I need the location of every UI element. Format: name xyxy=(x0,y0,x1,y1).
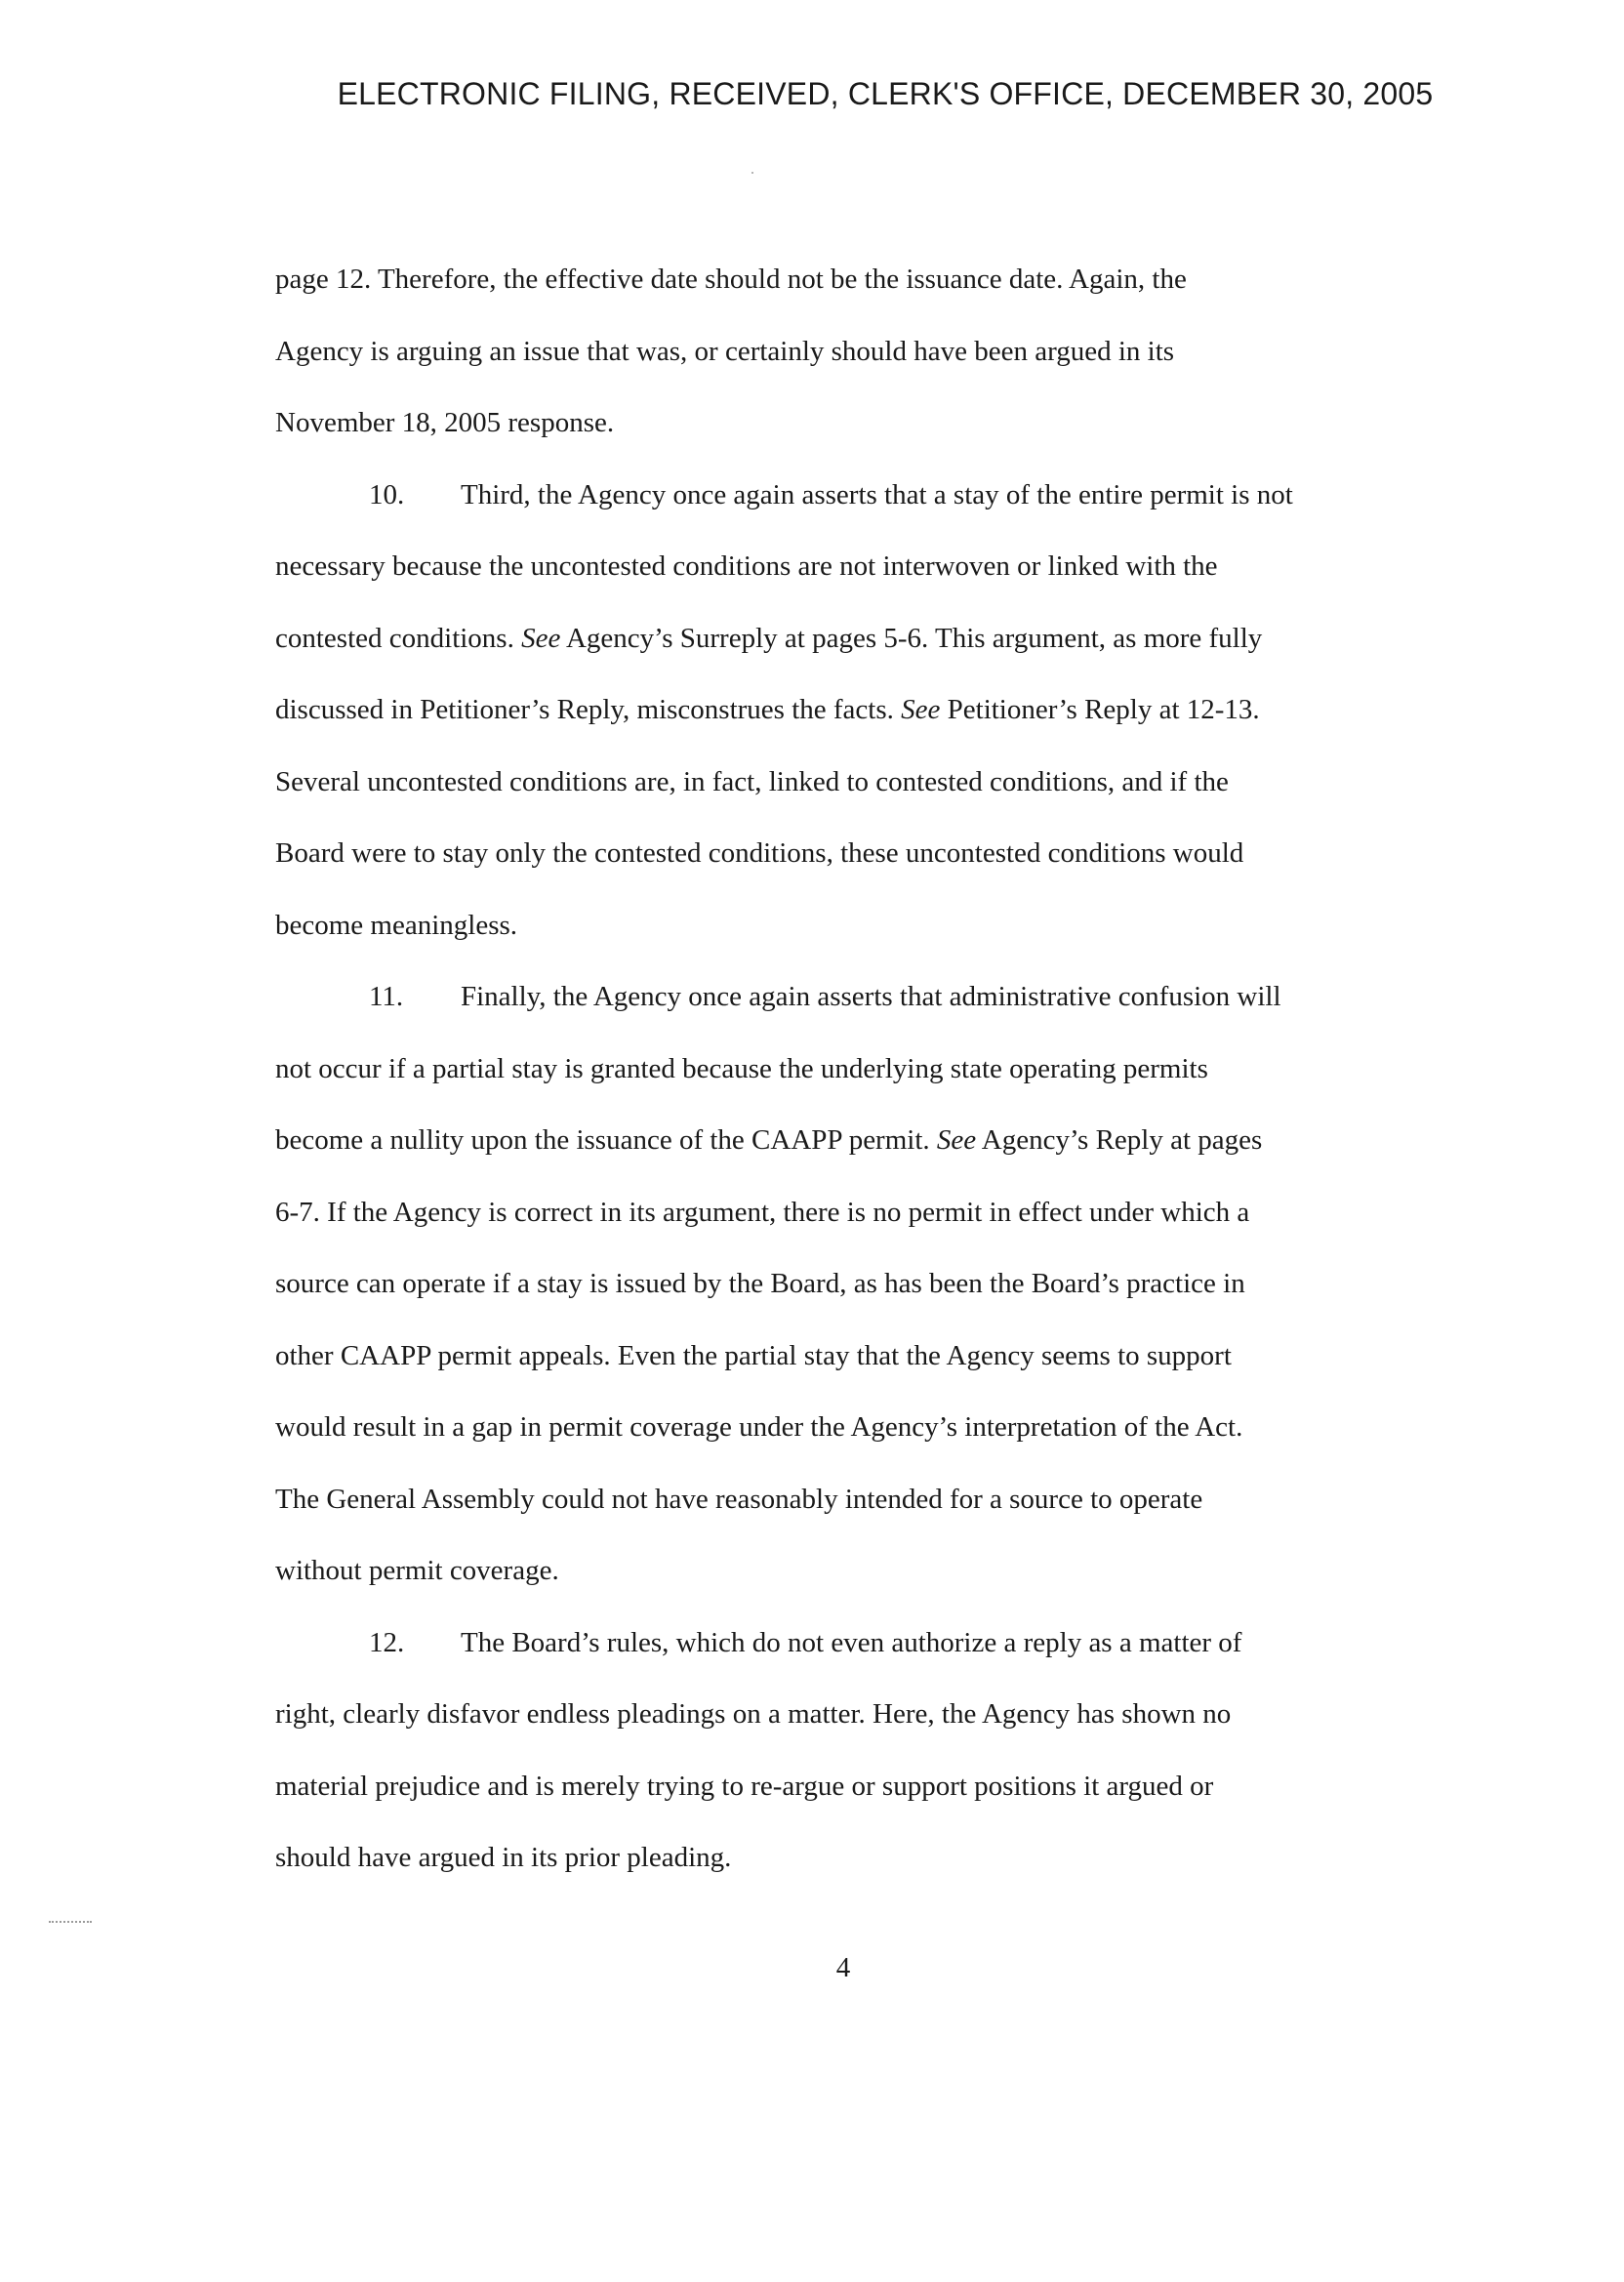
text-line xyxy=(275,1608,1384,1680)
citation-signal: See xyxy=(521,622,561,654)
text-line: would result in a gap in permit coverage under the Agency’s interpretation of the Act. xyxy=(275,1411,1243,1443)
paragraph-12 xyxy=(275,1608,1384,1895)
text-line: source can operate if a stay is issued by the Board, as has been the Board’s practice in xyxy=(275,1268,1245,1299)
text-run: become a nullity upon the issuance of the CAAPP permit. xyxy=(275,1124,937,1156)
text-line: Agency is arguing an issue that was, or certainly should have been argued in its xyxy=(275,335,1175,367)
text-run: The Board’s rules, which do not even authorize a reply as a matter of xyxy=(461,1626,1242,1658)
citation-signal: See xyxy=(901,694,941,725)
text-run: Petitioner’s Reply at 12-13. xyxy=(940,694,1260,725)
text-line: should have argued in its prior pleading. xyxy=(275,1842,732,1873)
continued-paragraph xyxy=(275,244,1384,460)
text-line: material prejudice and is merely trying to re-argue or support positions it argued or xyxy=(275,1770,1214,1802)
text-line: right, clearly disfavor endless pleadings on a matter. Here, the Agency has shown no xyxy=(275,1698,1232,1730)
text-run: Third, the Agency once again asserts that a stay of the entire permit is not xyxy=(461,478,1293,510)
text-line: The General Assembly could not have reasonably intended for a source to operate xyxy=(275,1483,1203,1515)
text-line xyxy=(275,460,1384,532)
text-line: November 18, 2005 response. xyxy=(275,407,615,438)
text-line: other CAAPP permit appeals. Even the partial stay that the Agency seems to support xyxy=(275,1339,1232,1371)
paragraph-number: 11. xyxy=(369,981,404,1012)
text-line: necessary because the uncontested conditions are not interwoven or linked with the xyxy=(275,550,1218,582)
text-line xyxy=(275,603,1384,675)
scan-artifact xyxy=(49,1921,92,1925)
text-line: 6-7. If the Agency is correct in its argument, there is no permit in effect under which a xyxy=(275,1196,1250,1228)
text-run: discussed in Petitioner’s Reply, misconstrues the facts. xyxy=(275,694,902,725)
paragraph-number: 10. xyxy=(369,478,405,510)
text-line xyxy=(275,961,1384,1034)
paragraph-10 xyxy=(275,460,1384,962)
text-line: Board were to stay only the contested conditions, these uncontested conditions would xyxy=(275,837,1244,869)
filing-stamp-text: ELECTRONIC FILING, RECEIVED, CLERK'S OFFICE, DECEMBER 30, 2005 xyxy=(337,76,1434,111)
filing-stamp-header xyxy=(0,76,1624,112)
text-run: Agency’s Reply at pages xyxy=(976,1124,1263,1156)
text-line: page 12. Therefore, the effective date should not be the issuance date. Again, the xyxy=(275,264,1187,295)
page-number: 4 xyxy=(835,1952,851,1983)
scan-speck xyxy=(751,172,753,174)
paragraph-11 xyxy=(275,961,1384,1608)
text-line: not occur if a partial stay is granted because the underlying state operating permits xyxy=(275,1052,1208,1084)
citation-signal: See xyxy=(936,1124,977,1156)
text-run: contested conditions. xyxy=(275,622,522,654)
text-run: Finally, the Agency once again asserts that administrative confusion will xyxy=(461,981,1281,1012)
text-line xyxy=(275,1105,1384,1177)
text-run: Agency’s Surreply at pages 5-6. This argument, as more fully xyxy=(560,622,1263,654)
text-line xyxy=(275,674,1384,747)
text-line: Several uncontested conditions are, in fact, linked to contested conditions, and if the xyxy=(275,765,1229,797)
document-body xyxy=(275,244,1384,1895)
paragraph-number: 12. xyxy=(369,1626,405,1658)
text-line: become meaningless. xyxy=(275,909,518,941)
text-line: without permit coverage. xyxy=(275,1555,559,1586)
